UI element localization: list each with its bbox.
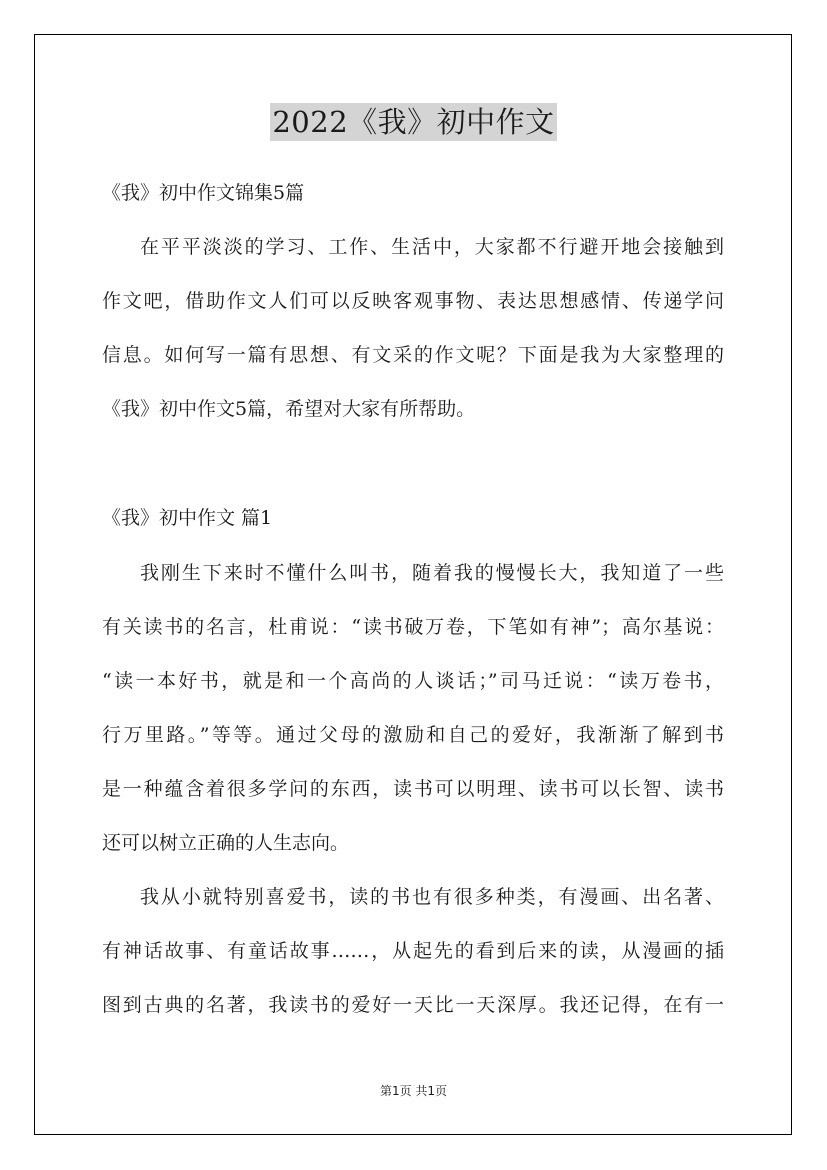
section-heading: 《我》初中作文 篇1 <box>102 507 273 529</box>
para1-line-5: 是一种蕴含着很多学问的东西，读书可以明理、读书可以长智、读书 <box>102 778 724 800</box>
para1-line-6: 还可以树立正确的人生志向。 <box>102 832 350 854</box>
para1-line-3: “读一本好书，就是和一个高尚的人谈话；”司马迁说：“读万卷书， <box>102 670 724 692</box>
intro-line-2: 作文吧，借助作文人们可以反映客观事物、表达思想感情、传递学问 <box>102 290 724 312</box>
para2-line-3: 图到古典的名著，我读书的爱好一天比一天深厚。我还记得，在有一 <box>102 994 724 1016</box>
intro-line-3: 信息。如何写一篇有思想、有文采的作文呢？下面是我为大家整理的 <box>102 344 724 366</box>
intro-line-1: 在平平淡淡的学习、工作、生活中，大家都不行避开地会接触到 <box>140 236 724 258</box>
page-footer: 第1页 共1页 <box>379 1084 448 1098</box>
para1-line-4: 行万里路。”等等。通过父母的激励和自己的爱好，我渐渐了解到书 <box>102 724 724 746</box>
intro-line-4: 《我》初中作文5篇，希望对大家有所帮助。 <box>102 398 476 420</box>
para2-line-1: 我从小就特别喜爱书，读的书也有很多种类，有漫画、出名著、 <box>140 886 724 908</box>
para1-line-1: 我刚生下来时不懂什么叫书，随着我的慢慢长大，我知道了一些 <box>140 562 724 584</box>
para1-line-2: 有关读书的名言，杜甫说：“读书破万卷，下笔如有神”；高尔基说： <box>102 616 724 638</box>
page-title: 2022《我》初中作文 <box>272 105 555 139</box>
title-container <box>0 103 827 141</box>
para2-line-2: 有神话故事、有童话故事……，从起先的看到后来的读，从漫画的插 <box>102 940 724 962</box>
subtitle: 《我》初中作文锦集5篇 <box>102 182 305 204</box>
